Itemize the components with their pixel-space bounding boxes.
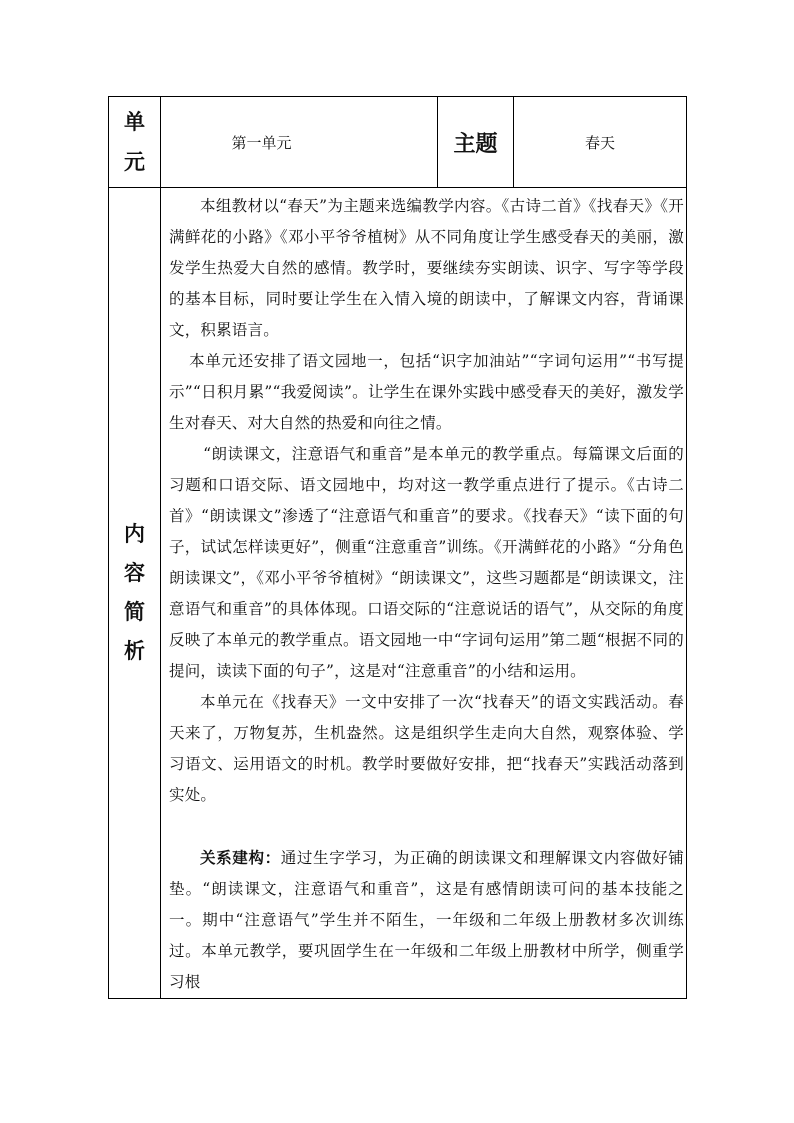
relation-text: 通过生字学习，为正确的朗读课文和理解课文内容做好铺垫。“朗读课文，注意语气和重音”，这是有感情朗读可问的基本技能之一。期中“注意语气”学生并不陌生，一年级和二年级上册教材多次训练过。本单元教学，要巩固学生在一年级和二年级上册教材中所学，侧重学习根 [169,849,684,991]
paragraph-gap [169,811,684,842]
unit-label-char: 元 [124,149,145,174]
paragraph-garden: 本单元还安排了语文园地一，包括“识字加油站”“字词句运用”“书写提示”“日积月累”“我爱阅读”。让学生在课外实践中感受春天的美好，激发学生对春天、对大自然的热爱和向往之情。 [169,352,684,432]
unit-value: 第一单元 [161,97,438,188]
topic-value: 春天 [514,97,687,188]
content-label-char: 简 [124,599,145,624]
topic-label: 主题 [438,97,514,188]
content-row [109,188,687,999]
paragraph-relation [169,842,684,998]
paragraph-key-point: “朗读课文，注意语气和重音”是本单元的教学重点。每篇课文后面的习题和口语交际、语文园地中，均对这一教学重点进行了提示。《古诗二首》“朗读课文”渗透了“注意语气和重音”的要求。《找春天》“读下面的句子，试试怎样读更好”，侧重“注意重音”训练。《开满鲜花的小路》“分角色朗读课文”，《邓小平爷爷植树》“朗读课文”，这些习题都是“朗读课文，注意语气和重音”的具体体现。口语交际的“注意说话的语气”，从交际的角度反映了本单元的教学重点。语文园地一中“字词句运用”第二题“根据不同的提问，读读下面的句子”，这是对“注意重音”的小结和运用。 [169,445,684,680]
content-label-char: 容 [124,560,145,586]
header-row [109,97,687,188]
content-analysis-cell [161,188,687,999]
lesson-table [108,96,687,999]
content-label-cell [109,188,161,999]
paragraph-theme: 本组教材以“春天”为主题来选编教学内容。《古诗二首》《找春天》《开满鲜花的小路》《邓小平爷爷植树》从不同角度让学生感受春天的美丽，激发学生热爱大自然的感情。教学时，要继续夯实朗读、识字、写字等学段的基本目标，同时要让学生在入情入境的朗读中，了解课文内容，背诵课文，积累语言。 [169,197,684,339]
content-label-char: 内 [124,521,145,547]
paragraph-activity: 本单元在《找春天》一文中安排了一次“找春天”的语文实践活动。春天来了，万物复苏，生机盎然。这是组织学生走向大自然，观察体验、学习语文、运用语文的时机。教学时要做好安排，把“找春天”实践活动落到实处。 [169,693,684,804]
unit-label-cell [109,97,161,188]
content-label-char: 析 [124,637,145,663]
unit-label-char: 单 [124,109,145,135]
relation-lead: 关系建构： [200,848,281,867]
